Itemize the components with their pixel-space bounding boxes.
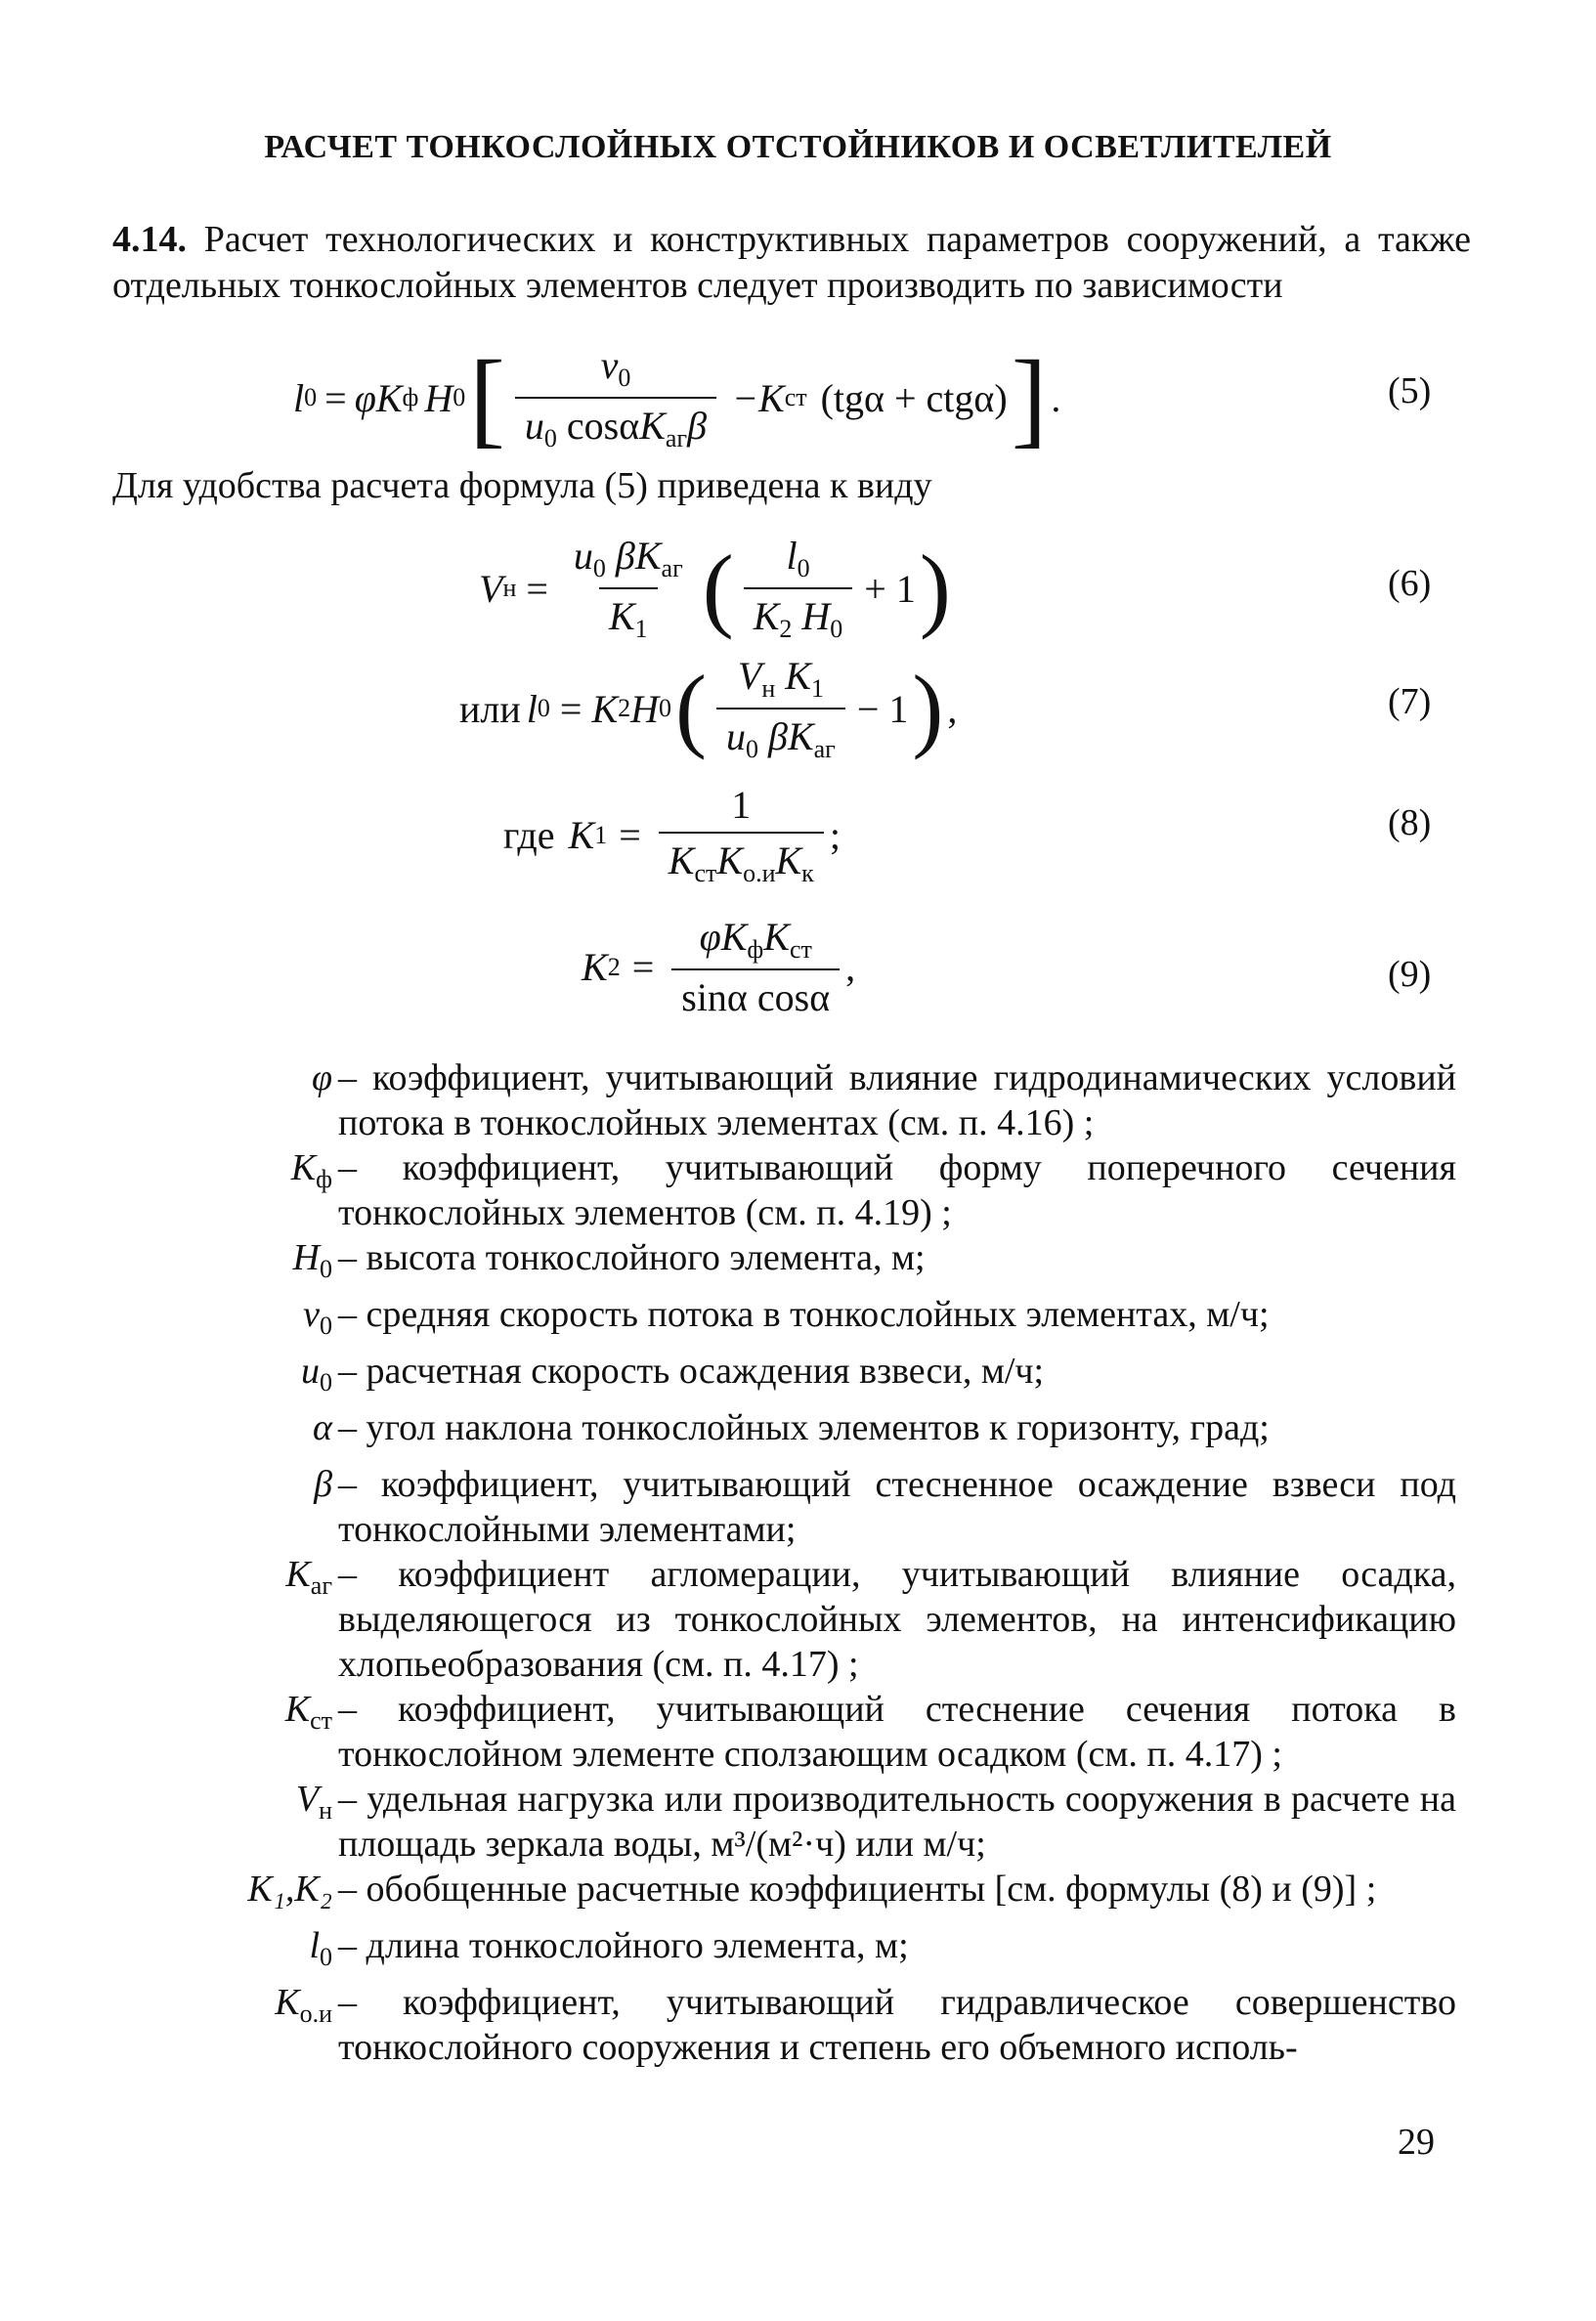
definitions-list bbox=[127, 1055, 1456, 2070]
definition-item: β – коэффициент, учитывающий стесненное осаждение взвеси под тонкослойными элементами; bbox=[314, 1464, 1456, 1550]
definition-item: $K_ф$ – коэффициент, учитывающий форму поперечного сечения тонкослойных элементов (см. п. 4.19) ; bbox=[290, 1147, 1456, 1233]
formula-9-fraction: $\frac{\varphi K_фK_{ст}}{\text{sinα cosα}}$ bbox=[671, 914, 840, 1020]
equation-number-5: (5) bbox=[1388, 370, 1432, 411]
formula-6-fraction-outer: $\frac{u_0 \beta K_{аг}}{K_1}$ bbox=[573, 534, 683, 643]
formula-8: где K 1 = $\frac{1}{K_{ст}K_{о.и}K_к}$ ; bbox=[503, 783, 841, 887]
equation-number-9: (9) bbox=[1388, 954, 1432, 995]
formula-6: V н = $\frac{u_0 \beta K_{аг}}{K_1}$ ( $\frac{l_0}{K_2 H_0}$ + 1 ) bbox=[479, 534, 951, 643]
definition-item: $K_{ст}$ – коэффициент, учитывающий стеснение сечения потока в тонкослойном элементе сползающим осадком (см. п. 4.17) ; bbox=[284, 1689, 1456, 1775]
definition-item: $u_0$ – расчетная скорость осаждения взвеси, м/ч; bbox=[301, 1351, 1045, 1397]
definition-item: φ – коэффициент, учитывающий влияние гидродинамических условий потока в тонкослойных элементах (см. п. 4.16) ; bbox=[311, 1057, 1456, 1143]
equation-number-7: (7) bbox=[1388, 681, 1432, 722]
formula-7-fraction: $\frac{V_н K_1}{u_0 \beta K_{аг}}$ bbox=[716, 653, 845, 764]
section-paragraph bbox=[112, 217, 1471, 309]
definition-item: $K_{аг}$ – коэффициент агломерации, учитывающий влияние осадка, выделяющегося из тонкослойных элементов, на интенсификацию хлопьеобразования (см. п. 4.17) ; bbox=[285, 1554, 1456, 1685]
definition-item: $\nu_0$ – средняя скорость потока в тонкослойных элементах, м/ч; bbox=[303, 1294, 1270, 1340]
formula-6-fraction-inner: $\frac{l_0}{K_2 H_0}$ bbox=[744, 533, 853, 644]
definition-item: α – угол наклона тонкослойных элементов к горизонту, град; bbox=[313, 1407, 1270, 1448]
lead-paragraph: Для удобства расчета формула (5) приведена к виду bbox=[112, 465, 932, 506]
definition-item: $K_{о.и}$ – коэффициент, учитывающий гидравлическое совершенство тонкослойного сооружения и степень его объемного исполь- bbox=[275, 1982, 1456, 2068]
formula-8-fraction: $\frac{1}{K_{ст}K_{о.и}K_к}$ bbox=[659, 782, 824, 888]
definition-item: $V_н$ – удельная нагрузка или производительность сооружения в расчете на площадь зеркала воды, м³/(м²·ч) или м/ч; bbox=[295, 1779, 1456, 1865]
page-heading: РАСЧЕТ ТОНКОСЛОЙНЫХ ОТСТОЙНИКОВ И ОСВЕТЛИТЕЛЕЙ bbox=[264, 129, 1332, 165]
formula-9: K 2 = $\frac{\varphi K_фK_{ст}}{\text{sinα cosα}}$ , bbox=[582, 915, 856, 1019]
section-text: Расчет технологических и конструктивных параметров сооружений, а также отдельных тонкослойных элементов следует производить по зависимости bbox=[112, 219, 1471, 306]
definition-item: $l_0$ – длина тонкослойного элемента, м; bbox=[309, 1925, 909, 1971]
formula-5-fraction: $\frac{\nu_0}{u_0 \cos\alpha K_{аг}\beta}$ bbox=[515, 342, 716, 453]
definition-item: $H_0$ – высота тонкослойного элемента, м; bbox=[292, 1237, 926, 1283]
page-number: 29 bbox=[1398, 2122, 1435, 2163]
definition-item: K₁,K₂ – обобщенные расчетные коэффициенты [см. формулы (8) и (9)] ; bbox=[247, 1869, 1377, 1910]
equation-number-8: (8) bbox=[1388, 802, 1432, 843]
equation-number-6: (6) bbox=[1388, 563, 1432, 604]
formula-7: или l 0 = K 2 H 0 ( $\frac{V_н K_1}{u_0 \beta K_{аг}}$ − 1 ) , bbox=[459, 654, 958, 763]
formula-5: l 0 = φ K ф H 0 [ $\frac{\nu_0}{u_0 \cos\alpha K_{аг}\beta}$ −K ст (tgα + ctgα) ] . bbox=[293, 338, 1061, 457]
section-number: 4.14. bbox=[112, 219, 187, 260]
